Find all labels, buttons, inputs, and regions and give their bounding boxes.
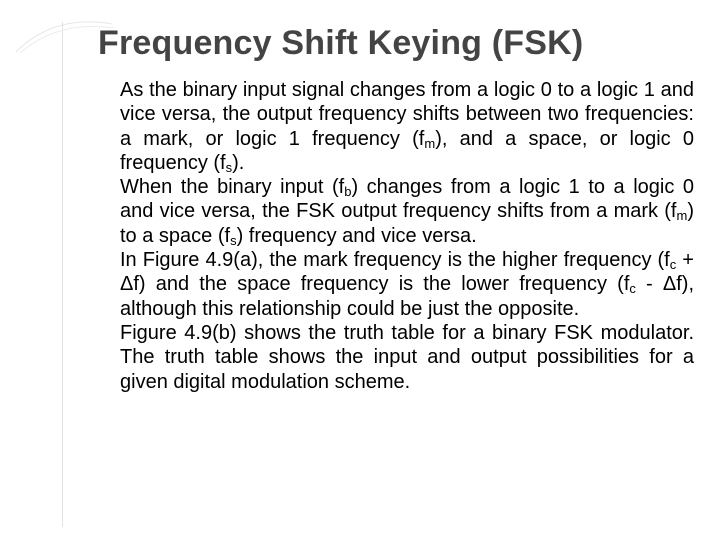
slide-title: Frequency Shift Keying (FSK): [98, 24, 584, 62]
bullet-text: Figure 4.9(b) shows the truth table for a binary FSK modulator. The truth table shows the input and output possibilities for a given digital modulation scheme.: [120, 321, 694, 393]
decorative-vertical-line: [62, 22, 63, 527]
bullet-item-1: [100, 78, 694, 175]
bullet-text: In Figure 4.9(a), the mark frequency is the higher frequency $(f_c + \Delta f)$ and the space frequency is the lower frequency $(f_c - \Delta f)$, although this relationship could be just the opposite.: [120, 249, 695, 320]
bullet-item-2: [100, 175, 694, 248]
bullet-list: [100, 78, 694, 394]
bullet-text: As the binary input signal changes from a logic 0 to a logic 1 and vice versa, the output frequency shifts between two frequencies: a mark, or logic 1 frequency $(f_m)$, and a space, or logic 0 frequency $(f_s)$.: [120, 79, 694, 175]
bullet-text: When the binary input $(f_b)$ changes from a logic 1 to a logic 0 and vice versa, the FSK output frequency shifts from a mark $(f_m)$ to a space $(f_s)$ frequency and vice versa.: [120, 176, 694, 248]
bullet-item-3: [100, 248, 694, 321]
bullet-item-4: [100, 321, 694, 394]
